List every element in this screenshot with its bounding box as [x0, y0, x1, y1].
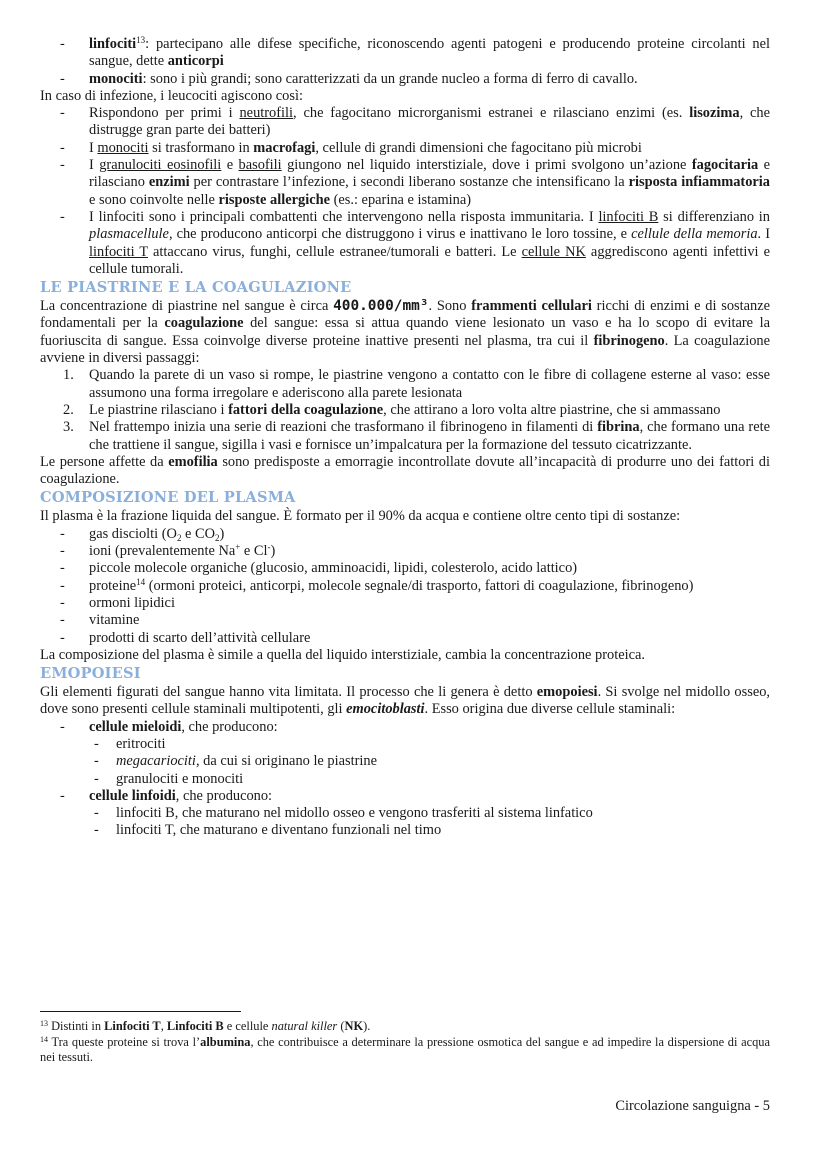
list-marker: - — [60, 718, 65, 735]
list-item — [40, 788, 770, 840]
infection-list — [40, 105, 770, 278]
leukocyte-types-list — [40, 36, 770, 88]
text: I — [89, 157, 100, 174]
text: ( — [337, 1019, 345, 1033]
term: neutrofili — [239, 105, 294, 122]
list-marker: - — [60, 612, 65, 629]
list-item — [40, 543, 770, 560]
text: e Cl — [240, 543, 268, 560]
list-marker: - — [60, 157, 65, 174]
section-heading-plasma: COMPOSIZIONE DEL PLASMA — [40, 489, 296, 507]
text: , che producono: — [175, 787, 273, 804]
subscript: 2 — [215, 532, 220, 543]
list-marker: - — [60, 594, 65, 611]
list-item — [40, 367, 770, 402]
term: emopoiesi — [536, 684, 598, 701]
list-marker: - — [60, 629, 65, 646]
value: 400.000/mm³ — [333, 298, 429, 315]
list-marker: - — [60, 787, 65, 804]
text: del sangue: essa si attua quando viene lesionato un vaso e ha lo scopo di evitare la fuoriuscita di sangue. Essa coinvolge diverse proteine inattive presenti nel plasma, tra cui il — [40, 315, 770, 349]
term: natural killer — [271, 1019, 338, 1033]
list-item — [40, 630, 770, 647]
text: Rispondono per primi i — [89, 105, 240, 122]
term: monociti — [89, 70, 143, 87]
text: , che formano una rete che trattiene il sangue, sigilla i vasi e fornisce un’impalcatura per la formazione del tessuto cicatrizzante. — [89, 419, 770, 453]
term: cellule linfoidi — [89, 787, 176, 804]
text: . Si svolge nel midollo osseo, dove sono presenti cellule staminali multipotenti, gli — [40, 684, 771, 718]
text: eritrociti — [116, 735, 166, 752]
list-item — [40, 578, 770, 595]
term: anticorpi — [167, 53, 224, 70]
text: . Esso origina due diverse cellule staminali: — [424, 701, 676, 718]
term: fattori della coagulazione — [228, 401, 384, 418]
list-item — [40, 560, 770, 577]
list-item — [40, 402, 770, 419]
term: albumina — [200, 1034, 251, 1049]
paragraph — [40, 454, 770, 489]
sublist-item — [89, 753, 770, 770]
text: Tra queste proteine si trova l’ — [48, 1034, 201, 1049]
coagulation-steps — [40, 367, 770, 453]
text: e — [221, 157, 239, 174]
list-item — [40, 526, 770, 543]
sublist — [89, 805, 770, 840]
text: per contrastare l’infezione, i secondi liberano sostanze che intensificano la — [189, 174, 629, 191]
text: . I — [757, 226, 770, 243]
page-content — [40, 36, 770, 840]
text: , che producono anticorpi che distruggono i virus e inattivano le loro tossine, e — [168, 226, 632, 243]
text: Quando la parete di un vaso si rompe, le piastrine vengono a contatto con le fibre di collagene esterne al vaso: esse assumono una forma irregolare e aderiscono alla parete lesionata — [89, 367, 770, 401]
text: , da cui si originano le piastrine — [195, 753, 377, 770]
list-marker: - — [60, 139, 65, 156]
term: risposte allergiche — [218, 191, 330, 208]
text: ) — [219, 525, 225, 542]
text: giungono nel liquido interstiziale, dove i primi svolgono un’azione — [281, 157, 692, 174]
text: Gli elementi figurati del sangue hanno vita limitata. Il processo che li genera è detto — [40, 684, 537, 701]
text: , cellule di grandi dimensioni che fagocitano più microbi — [315, 139, 642, 156]
list-marker: - — [60, 105, 65, 122]
text: Nel frattempo inizia una serie di reazioni che trasformano il fibrinogeno in filamenti di — [89, 419, 598, 436]
term: basofili — [238, 157, 282, 174]
list-item — [40, 595, 770, 612]
text: ormoni lipidici — [89, 594, 175, 611]
term: enzimi — [148, 174, 190, 191]
superscript: - — [267, 542, 271, 553]
footnote-ref[interactable]: 14 — [136, 576, 146, 587]
term: plasmacellule — [89, 226, 169, 243]
term: Linfociti T — [104, 1019, 161, 1033]
term: emofilia — [168, 453, 218, 470]
text: I — [89, 139, 98, 156]
list-item — [40, 719, 770, 788]
paragraph: In caso di infezione, i leucociti agiscono così: — [40, 87, 303, 104]
text: : partecipano alle difese specifiche, riconoscendo agenti patogeni e producendo proteine circolanti nel sangue, dette — [89, 36, 770, 70]
term: monociti — [97, 139, 149, 156]
subscript: 2 — [176, 532, 182, 543]
text: attaccano virus, funghi, cellule estranee/tumorali e batteri. Le — [147, 243, 522, 260]
footnote-number: 14 — [40, 1034, 48, 1044]
sublist-item — [89, 736, 770, 753]
term: risposta infiammatoria — [628, 174, 770, 191]
text: gas disciolti (O — [89, 525, 177, 542]
text: e sono coinvolte nelle — [89, 191, 219, 208]
term: cellule della memoria — [631, 226, 758, 243]
text: piccole molecole organiche (glucosio, amminoacidi, lipidi, colesterolo, acido lattico) — [89, 560, 578, 577]
paragraph — [40, 298, 770, 367]
text: ricchi di enzimi e di sostanze fondamentali per la — [40, 298, 770, 332]
paragraph: Il plasma è la frazione liquida del sangue. È formato per il 90% da acqua e contiene oltre cento tipi di sostanze: — [40, 508, 681, 525]
term: cellule mieloidi — [89, 718, 182, 735]
footnote-number: 13 — [40, 1019, 48, 1028]
term: linfociti B — [598, 208, 659, 225]
list-marker: - — [94, 753, 99, 770]
term: fibrinogeno — [593, 332, 665, 349]
term: macrofagi — [253, 139, 316, 156]
term: frammenti cellulari — [471, 298, 592, 315]
term: emocitoblasti — [346, 701, 425, 718]
text: La concentrazione di piastrine nel sangue è circa — [40, 298, 334, 315]
text: , che distrugge gran parte dei batteri) — [89, 105, 770, 139]
footnote-separator — [40, 1011, 241, 1012]
text: I linfociti sono i principali combattenti che intervengono nella risposta immunitaria. I — [89, 208, 599, 225]
term: fibrina — [597, 419, 640, 436]
text: , che attirano a loro volta altre piastrine, che si ammassano — [383, 401, 721, 418]
superscript: + — [235, 542, 241, 553]
text: , che fagocitano microrganismi estranei e rilasciano enzimi (es. — [293, 105, 690, 122]
text: , che producono: — [181, 718, 278, 735]
paragraph — [40, 684, 770, 719]
list-item — [40, 157, 770, 209]
list-marker: - — [94, 822, 99, 839]
term: linfociti T — [89, 243, 148, 260]
section-heading-emopoiesi: EMOPOIESI — [40, 665, 141, 683]
text: e CO — [181, 525, 216, 542]
sublist-item — [89, 805, 770, 822]
term: granulociti eosinofili — [99, 157, 222, 174]
term: fagocitaria — [691, 157, 759, 174]
text: . La coagulazione avviene in diversi passaggi: — [40, 332, 770, 367]
list-marker: - — [60, 560, 65, 577]
text: . Sono — [428, 298, 472, 315]
footnote-ref[interactable]: 13 — [136, 35, 146, 45]
text: (es.: eparina e istamina) — [329, 191, 472, 208]
list-marker: - — [94, 735, 99, 752]
text: si differenziano in — [658, 208, 770, 225]
sublist-item — [89, 822, 770, 839]
footnote-14 — [40, 1035, 770, 1066]
text: ). — [363, 1019, 371, 1033]
text: granulociti e monociti — [116, 770, 244, 787]
list-item — [40, 612, 770, 629]
list-item — [40, 36, 770, 71]
term: Linfociti B — [166, 1019, 224, 1033]
text: Le piastrine rilasciano i — [89, 401, 229, 418]
text: aggrediscono agenti infettivi e cellule tumorali. — [89, 243, 770, 277]
term: cellule NK — [521, 243, 586, 260]
list-marker: - — [94, 805, 99, 822]
text: proteine — [89, 577, 137, 594]
term: linfociti — [89, 36, 137, 52]
list-marker: - — [60, 70, 65, 87]
text: , — [160, 1019, 167, 1033]
text: Distinti in — [48, 1019, 105, 1033]
text: si trasformano in — [148, 139, 254, 156]
plasma-composition-list — [40, 526, 770, 647]
footnotes — [40, 1019, 770, 1066]
text: Le persone affette da — [40, 453, 169, 470]
step-number: 3. — [63, 419, 74, 436]
text: (ormoni proteici, anticorpi, molecole segnale/di trasporto, fattori di coagulazione, fibrinogeno) — [145, 577, 694, 594]
text: linfociti B, che maturano nel midollo osseo e vengono trasferiti al sistema linfatico — [116, 805, 593, 822]
section-heading-piastrine: LE PIASTRINE E LA COAGULAZIONE — [40, 279, 352, 297]
term: coagulazione — [164, 315, 244, 332]
list-item — [40, 140, 770, 157]
term: megacariociti — [116, 753, 196, 770]
text: e cellule — [223, 1019, 272, 1033]
list-marker: - — [60, 577, 65, 594]
term: NK — [344, 1019, 364, 1033]
list-marker: - — [60, 525, 65, 542]
text: ) — [270, 543, 276, 560]
list-item — [40, 71, 770, 88]
list-item — [40, 105, 770, 140]
footnote-13 — [40, 1019, 770, 1035]
list-marker: - — [94, 770, 99, 787]
list-marker: - — [60, 208, 65, 225]
sublist — [89, 736, 770, 788]
text: ioni (prevalentemente Na — [89, 543, 236, 560]
sublist-item — [89, 771, 770, 788]
text: sono predisposte a emorragie incontrollate dovute all’incapacità di produrre uno dei fattori di coagulazione. — [40, 453, 770, 488]
step-number: 2. — [63, 401, 74, 418]
list-marker: - — [60, 543, 65, 560]
text: : sono i più grandi; sono caratterizzati da un grande nucleo a forma di ferro di cavallo. — [142, 70, 638, 87]
text: , che contribuisce a determinare la pressione osmotica del sangue e ad impedire la dispersione di acqua nei tessuti. — [40, 1034, 771, 1065]
step-number: 1. — [63, 367, 74, 384]
list-marker: - — [60, 36, 65, 52]
stem-cells-list — [40, 719, 770, 840]
page-footer: Circolazione sanguigna - 5 — [615, 1098, 770, 1114]
list-item — [40, 419, 770, 454]
text: linfociti T, che maturano e diventano funzionali nel timo — [116, 822, 442, 839]
paragraph: La composizione del plasma è simile a quella del liquido interstiziale, cambia la concentrazione proteica. — [40, 646, 645, 663]
list-item — [40, 209, 770, 278]
term: lisozima — [689, 105, 740, 122]
text: vitamine — [89, 612, 140, 629]
text: e rilasciano — [89, 157, 770, 191]
text: prodotti di scarto dell’attività cellulare — [89, 629, 311, 646]
